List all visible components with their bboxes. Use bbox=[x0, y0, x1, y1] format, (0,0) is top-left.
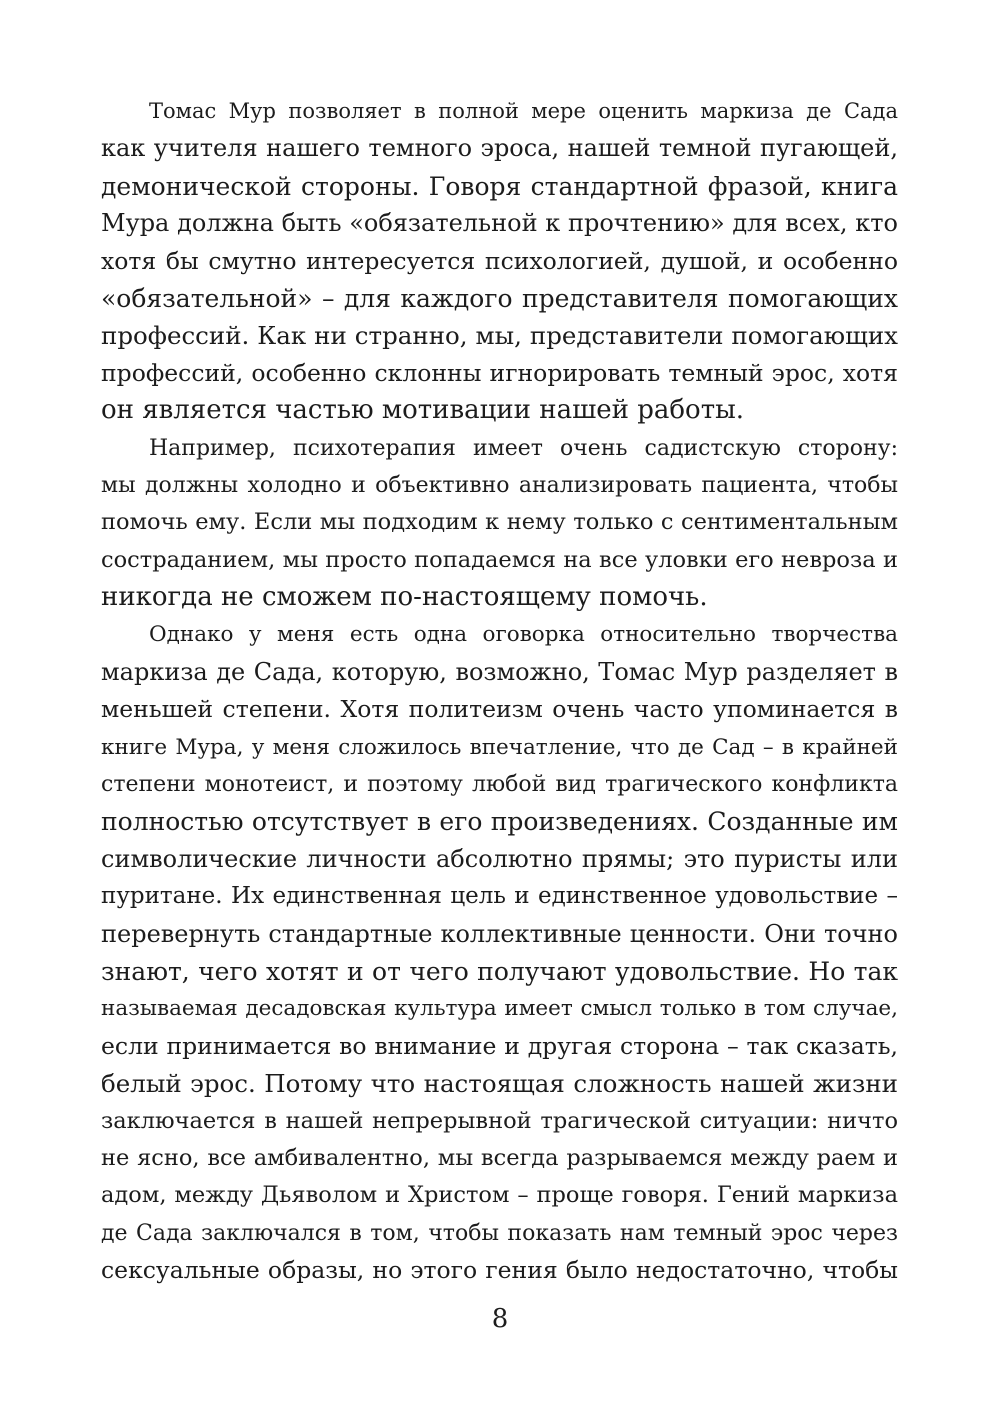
text-line: Например, психотерапия имеет очень садистскую сторону: bbox=[149, 435, 898, 461]
paragraph-3 bbox=[101, 616, 898, 1289]
text-line: маркиза де Сада, которую, возможно, Томас Мур разделяет в bbox=[101, 657, 898, 686]
text-line: Однако у меня есть одна оговорка относительно творчества bbox=[149, 622, 898, 648]
paragraph-2 bbox=[101, 430, 898, 617]
text-line: «обязательной» – для каждого представителя помогающих bbox=[101, 283, 898, 313]
text-line: демонической стороны. Говоря стандартной фразой, книга bbox=[101, 171, 898, 201]
text-line: как учителя нашего темного эроса, нашей темной пугающей, bbox=[101, 134, 898, 163]
text-line: Томас Мур позволяет в полной мере оценить маркиза де Сада bbox=[149, 99, 898, 123]
text-line: если принимается во внимание и другая сторона – так сказать, bbox=[101, 1031, 898, 1060]
page-number: 8 bbox=[491, 1304, 509, 1334]
paragraph-1 bbox=[101, 93, 898, 430]
text-line: Мура должна быть «обязательной к прочтению» для всех, кто bbox=[101, 209, 898, 238]
text-line: помочь ему. Если мы подходим к нему только с сентиментальным bbox=[101, 509, 898, 536]
text-line: перевернуть стандартные коллективные ценности. Они точно bbox=[101, 919, 898, 948]
text-line: хотя бы смутно интересуется психологией, душой, и особенно bbox=[101, 246, 898, 275]
text-line: полностью отсутствует в его произведениях. Созданные им bbox=[101, 807, 898, 837]
text-line: не ясно, все амбивалентно, мы всегда разрываемся между раем и bbox=[101, 1144, 898, 1171]
text-line: белый эрос. Потому что настоящая сложность нашей жизни bbox=[101, 1069, 898, 1099]
text-line: символические личности абсолютно прямы; это пуристы или bbox=[101, 844, 898, 873]
text-line: книге Мура, у меня сложилось впечатление, что де Сад – в крайней bbox=[101, 734, 898, 760]
text-line: называемая десадовская культура имеет смысл только в том случае, bbox=[101, 996, 898, 1022]
text-line: де Сада заключался в том, чтобы показать нам темный эрос через bbox=[101, 1220, 898, 1246]
text-line: мы должны холодно и объективно анализировать пациента, чтобы bbox=[101, 472, 898, 498]
text-line: сексуальные образы, но этого гения было недостаточно, чтобы bbox=[101, 1256, 898, 1285]
text-line: меньшей степени. Хотя политеизм очень часто упоминается в bbox=[101, 695, 898, 724]
text-line: профессий. Как ни странно, мы, представители помогающих bbox=[101, 321, 898, 351]
text-line: заключается в нашей непрерывной трагической ситуации: ничто bbox=[101, 1107, 898, 1134]
text-line: знают, чего хотят и от чего получают удовольствие. Но так bbox=[101, 956, 898, 986]
text-line: состраданием, мы просто попадаемся на все уловки его невроза и bbox=[101, 546, 898, 573]
text-line: адом, между Дьяволом и Христом – проще говоря. Гений маркиза bbox=[101, 1182, 898, 1209]
page-body bbox=[101, 93, 898, 1290]
text-line: профессий, особенно склонны игнорировать темный эрос, хотя bbox=[101, 358, 898, 387]
text-line: никогда не сможем по-настоящему помочь. bbox=[101, 582, 708, 613]
text-line: степени монотеист, и поэтому любой вид трагического конфликта bbox=[101, 772, 898, 798]
text-line: он является частью мотивации нашей работы. bbox=[101, 395, 745, 426]
text-line: пуритане. Их единственная цель и единственное удовольствие – bbox=[101, 883, 898, 910]
